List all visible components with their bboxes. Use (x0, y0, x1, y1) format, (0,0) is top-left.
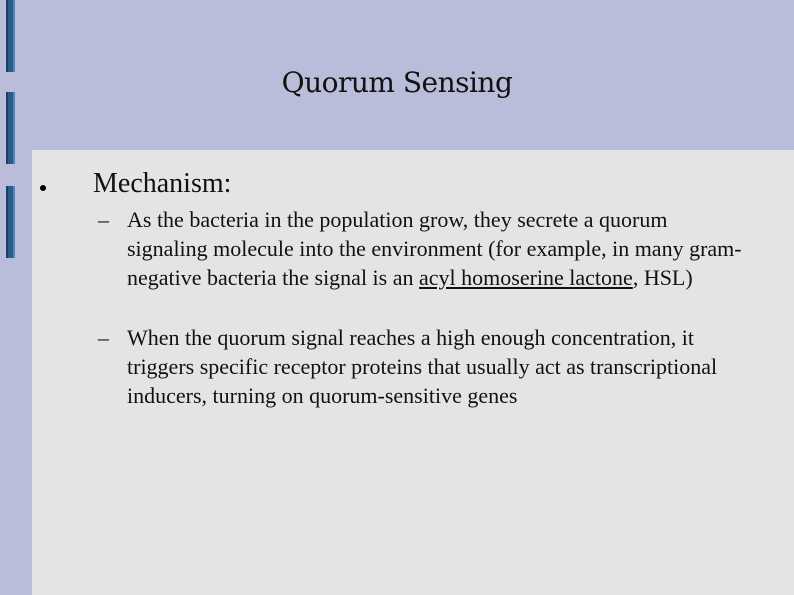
bullet-dot-icon (40, 185, 46, 191)
sub-bullet-text-after: , HSL) (632, 265, 693, 290)
side-bar-decoration (6, 186, 15, 258)
bullet-text: Mechanism: (93, 168, 232, 199)
side-bar-decoration (6, 0, 15, 72)
dash-marker: – (98, 325, 109, 350)
hyperlink-acyl-homoserine-lactone[interactable]: acyl homoserine lactone (419, 265, 633, 290)
dash-marker: – (98, 207, 109, 232)
sub-bullet-text-before: As the bacteria in the population grow, they secrete a quorum signaling molecule into the environment (for example, in many gram-negative bacteria the signal is an (127, 207, 742, 290)
side-bar-decoration (6, 92, 15, 164)
sub-bullet-text: When the quorum signal reaches a high enough concentration, it triggers specific receptor proteins that usually act as transcriptional inducers, turning on quorum-sensitive genes (127, 325, 718, 408)
sub-bullet-text (127, 205, 747, 292)
slide-title: Quorum Sensing (281, 66, 513, 99)
content-panel (32, 150, 794, 595)
